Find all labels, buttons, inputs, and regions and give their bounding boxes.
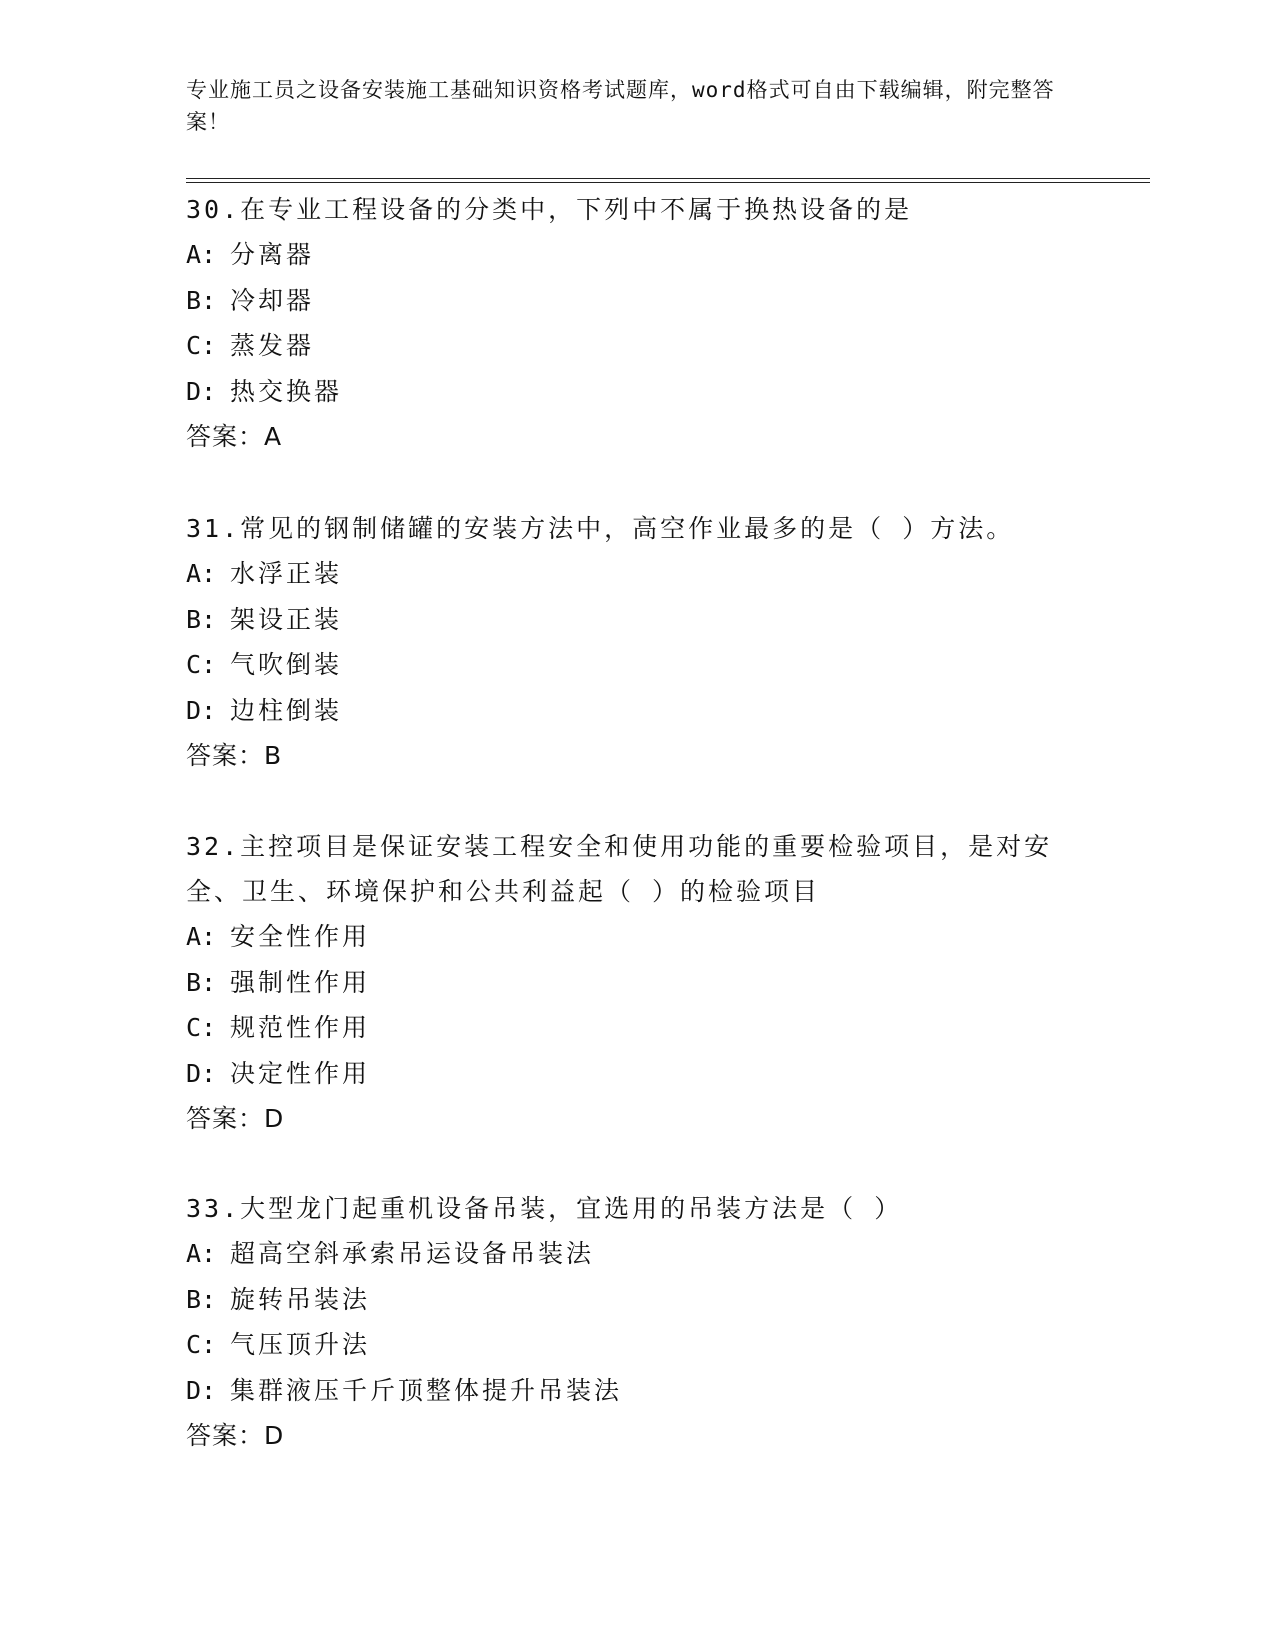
option-letter: D: [186, 376, 217, 406]
option-c [186, 323, 1086, 369]
option-b [186, 597, 1086, 643]
option-text: 超高空斜承索吊运设备吊装法 [230, 1239, 595, 1268]
document-header: 专业施工员之设备安装施工基础知识资格考试题库，word格式可自由下载编辑，附完整答案！ [186, 78, 1055, 134]
option-text: 规范性作用 [230, 1013, 371, 1042]
option-c [186, 1322, 1086, 1368]
option-text: 集群液压千斤顶整体提升吊装法 [230, 1375, 623, 1405]
answer-line: 答案：D [186, 1104, 285, 1133]
option-c [186, 642, 1086, 688]
option-a [186, 232, 1086, 278]
option-letter: B: [186, 285, 217, 315]
option-text: 架设正装 [230, 604, 343, 634]
header-divider-bottom [186, 182, 1150, 183]
option-letter: A: [186, 240, 217, 269]
header-divider-top [186, 178, 1150, 179]
option-letter: D: [186, 1058, 217, 1088]
option-letter: A: [186, 559, 217, 588]
option-b [186, 278, 1086, 324]
option-text: 热交换器 [230, 376, 343, 406]
option-letter: A: [186, 922, 217, 951]
answer-line: 答案：A [186, 422, 283, 451]
question-title: 32.主控项目是保证安装工程安全和使用功能的重要检验项目，是对安全、卫生、环境保护和公共利益起（ ）的检验项目 [186, 832, 1053, 906]
option-text: 冷却器 [230, 285, 315, 315]
question-33 [186, 1186, 1086, 1458]
question-32 [186, 824, 1086, 1141]
option-letter: C: [186, 1330, 217, 1359]
option-a [186, 551, 1086, 597]
option-d [186, 1051, 1086, 1097]
answer-line: 答案：B [186, 741, 283, 770]
answer-line: 答案：D [186, 1421, 285, 1450]
option-d [186, 688, 1086, 734]
option-c [186, 1005, 1086, 1051]
option-letter: C: [186, 650, 217, 679]
option-a [186, 1231, 1086, 1277]
option-letter: D: [186, 1375, 217, 1405]
option-text: 边柱倒装 [230, 695, 343, 725]
option-letter: C: [186, 331, 217, 360]
option-text: 蒸发器 [230, 331, 315, 360]
option-d [186, 369, 1086, 415]
option-a [186, 914, 1086, 960]
question-31 [186, 506, 1086, 778]
option-text: 气吹倒装 [230, 650, 343, 679]
option-letter: A: [186, 1239, 217, 1268]
question-title: 30.在专业工程设备的分类中，下列中不属于换热设备的是 [186, 195, 913, 224]
option-text: 安全性作用 [230, 922, 371, 951]
option-letter: D: [186, 695, 217, 725]
question-30 [186, 187, 1086, 459]
option-text: 旋转吊装法 [230, 1284, 371, 1314]
option-text: 气压顶升法 [230, 1330, 371, 1359]
option-text: 强制性作用 [230, 967, 371, 997]
question-title: 33.大型龙门起重机设备吊装，宜选用的吊装方法是（ ） [186, 1194, 903, 1223]
option-d [186, 1368, 1086, 1414]
option-b [186, 960, 1086, 1006]
question-title: 31.常见的钢制储罐的安装方法中，高空作业最多的是（ ）方法。 [186, 514, 1015, 543]
option-text: 分离器 [230, 240, 315, 269]
option-text: 决定性作用 [230, 1058, 371, 1088]
option-b [186, 1277, 1086, 1323]
option-letter: C: [186, 1013, 217, 1042]
option-letter: B: [186, 604, 217, 634]
option-letter: B: [186, 1284, 217, 1314]
option-letter: B: [186, 967, 217, 997]
option-text: 水浮正装 [230, 559, 343, 588]
